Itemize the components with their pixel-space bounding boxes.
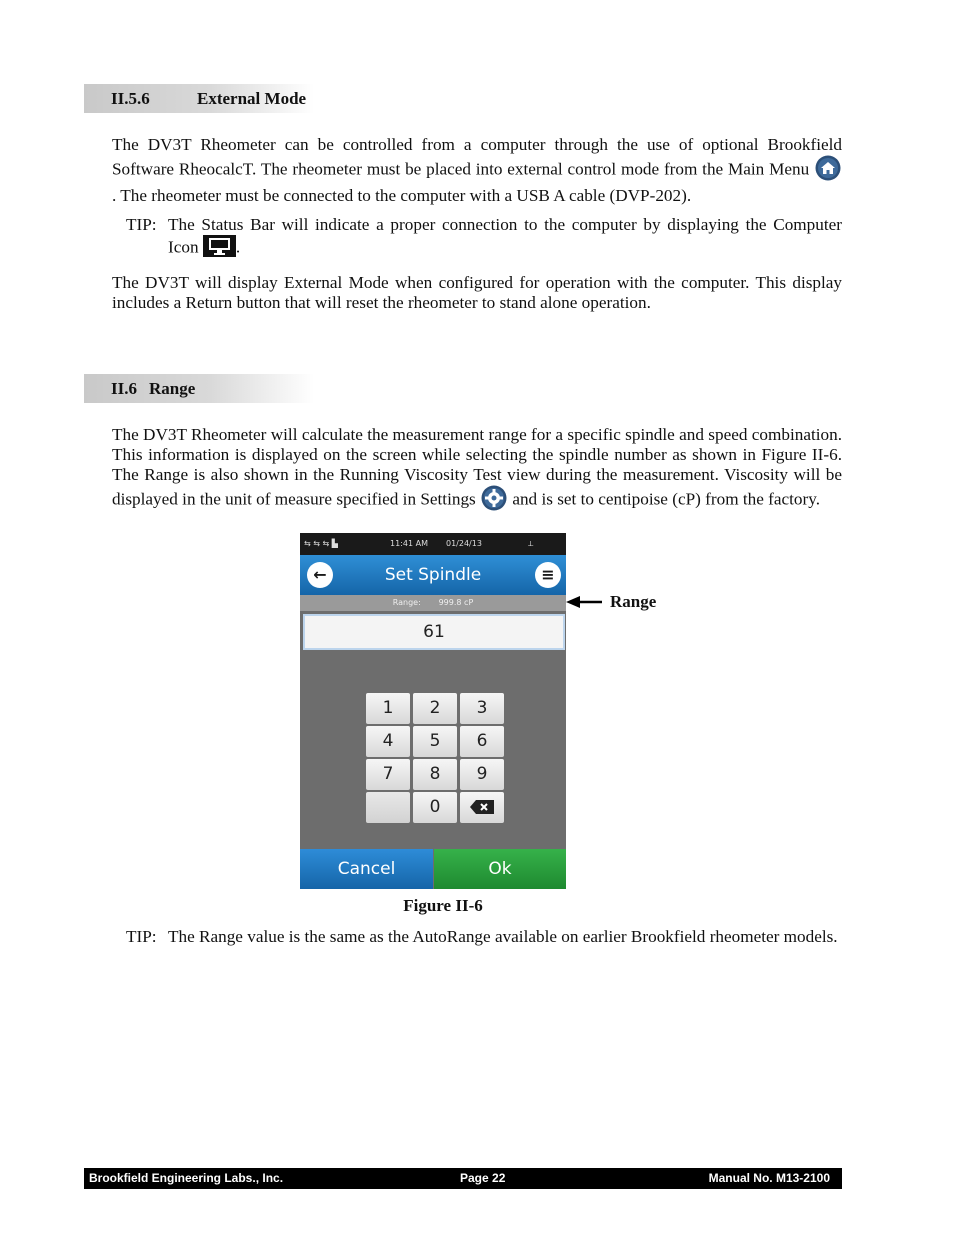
- figure-caption: Figure II-6: [403, 896, 483, 915]
- section-header-range: [84, 374, 314, 403]
- device-screenshot-set-spindle: [300, 533, 566, 889]
- section-number: II.5.6: [111, 89, 150, 108]
- status-date: 01/24/13: [446, 539, 482, 548]
- tip-text: The Range value is the same as the AutoRange available on earlier Brookfield rheometer models.: [168, 927, 838, 946]
- backspace-icon: [470, 800, 494, 814]
- screen-title: Set Spindle: [384, 565, 482, 585]
- footer-page-number: Page 22: [460, 1171, 506, 1185]
- key-8[interactable]: 8: [413, 759, 457, 790]
- paragraph-external-mode-display: The DV3T will display External Mode when configured for operation with the computer. This display includes a Return button that will reset the rheometer to stand alone operation.: [112, 273, 842, 312]
- key-7[interactable]: 7: [366, 759, 410, 790]
- ok-button[interactable]: Ok: [434, 849, 566, 889]
- paragraph-text: The DV3T Rheometer can be controlled from a computer through the use of optional Brookfield Software RheocalcT. The rheometer must be placed into external control mode from the Main Menu: [112, 135, 842, 179]
- paragraph-external-control: [112, 135, 842, 206]
- tip-autorange: [126, 927, 842, 947]
- tip-label: TIP:: [126, 927, 157, 946]
- paragraph-text: . The rheometer must be connected to the computer with a USB A cable (DVP-202).: [112, 186, 692, 205]
- section-title: External Mode: [197, 89, 307, 108]
- probe-icon: ⟂: [528, 539, 534, 548]
- key-6[interactable]: 6: [460, 726, 504, 757]
- paragraph-range: [112, 425, 842, 516]
- settings-gear-icon: [480, 485, 508, 516]
- paragraph-text: and is set to centipoise (cP) from the factory.: [512, 489, 821, 509]
- key-9[interactable]: 9: [460, 759, 504, 790]
- section-header-external-mode: [84, 84, 314, 113]
- footer-company: Brookfield Engineering Labs., Inc.: [89, 1171, 284, 1185]
- range-label: Range:: [392, 598, 421, 607]
- status-bar: [300, 533, 566, 555]
- home-icon: [814, 155, 842, 186]
- back-arrow-icon[interactable]: ←: [307, 562, 333, 588]
- annotation-arrow: [566, 595, 606, 609]
- backspace-key[interactable]: [460, 792, 504, 823]
- annotation-label-range: Range: [610, 592, 657, 611]
- footer-manual-number: Manual No. M13-2100: [708, 1171, 830, 1185]
- spindle-number-field[interactable]: 61: [303, 614, 565, 650]
- range-bar: [300, 595, 566, 611]
- key-2[interactable]: 2: [413, 693, 457, 724]
- key-1[interactable]: 1: [366, 693, 410, 724]
- menu-icon[interactable]: ≡: [535, 562, 561, 588]
- key-blank: [366, 792, 410, 823]
- section-number: II.6: [111, 379, 137, 398]
- key-4[interactable]: 4: [366, 726, 410, 757]
- page-footer: [84, 1168, 842, 1189]
- tip-status-bar: [126, 215, 842, 262]
- tip-text-end: .: [235, 237, 241, 257]
- paragraph-text: The DV3T Rheometer will calculate the measurement range for a specific spindle and speed combination. This information is displayed on the screen while selecting the spindle number as shown in Figure II-6. The Range is also shown in the Running Viscosity Test view during the measurement. Viscosity will be displayed in the unit of measure specified in Settings: [112, 425, 842, 509]
- usb-icon: ⇆ ⇆ ⇆ ▙: [304, 539, 338, 548]
- key-5[interactable]: 5: [413, 726, 457, 757]
- key-0[interactable]: 0: [413, 792, 457, 823]
- status-time: 11:41 AM: [390, 539, 428, 548]
- computer-monitor-icon: [203, 235, 236, 262]
- tip-text: The Status Bar will indicate a proper connection to the computer by displaying the Computer Icon: [168, 215, 842, 257]
- section-title: Range: [149, 379, 196, 398]
- range-value: 999.8 cP: [438, 598, 474, 607]
- key-3[interactable]: 3: [460, 693, 504, 724]
- cancel-button[interactable]: Cancel: [300, 849, 433, 889]
- tip-label: TIP:: [126, 215, 157, 234]
- title-bar: [300, 555, 566, 595]
